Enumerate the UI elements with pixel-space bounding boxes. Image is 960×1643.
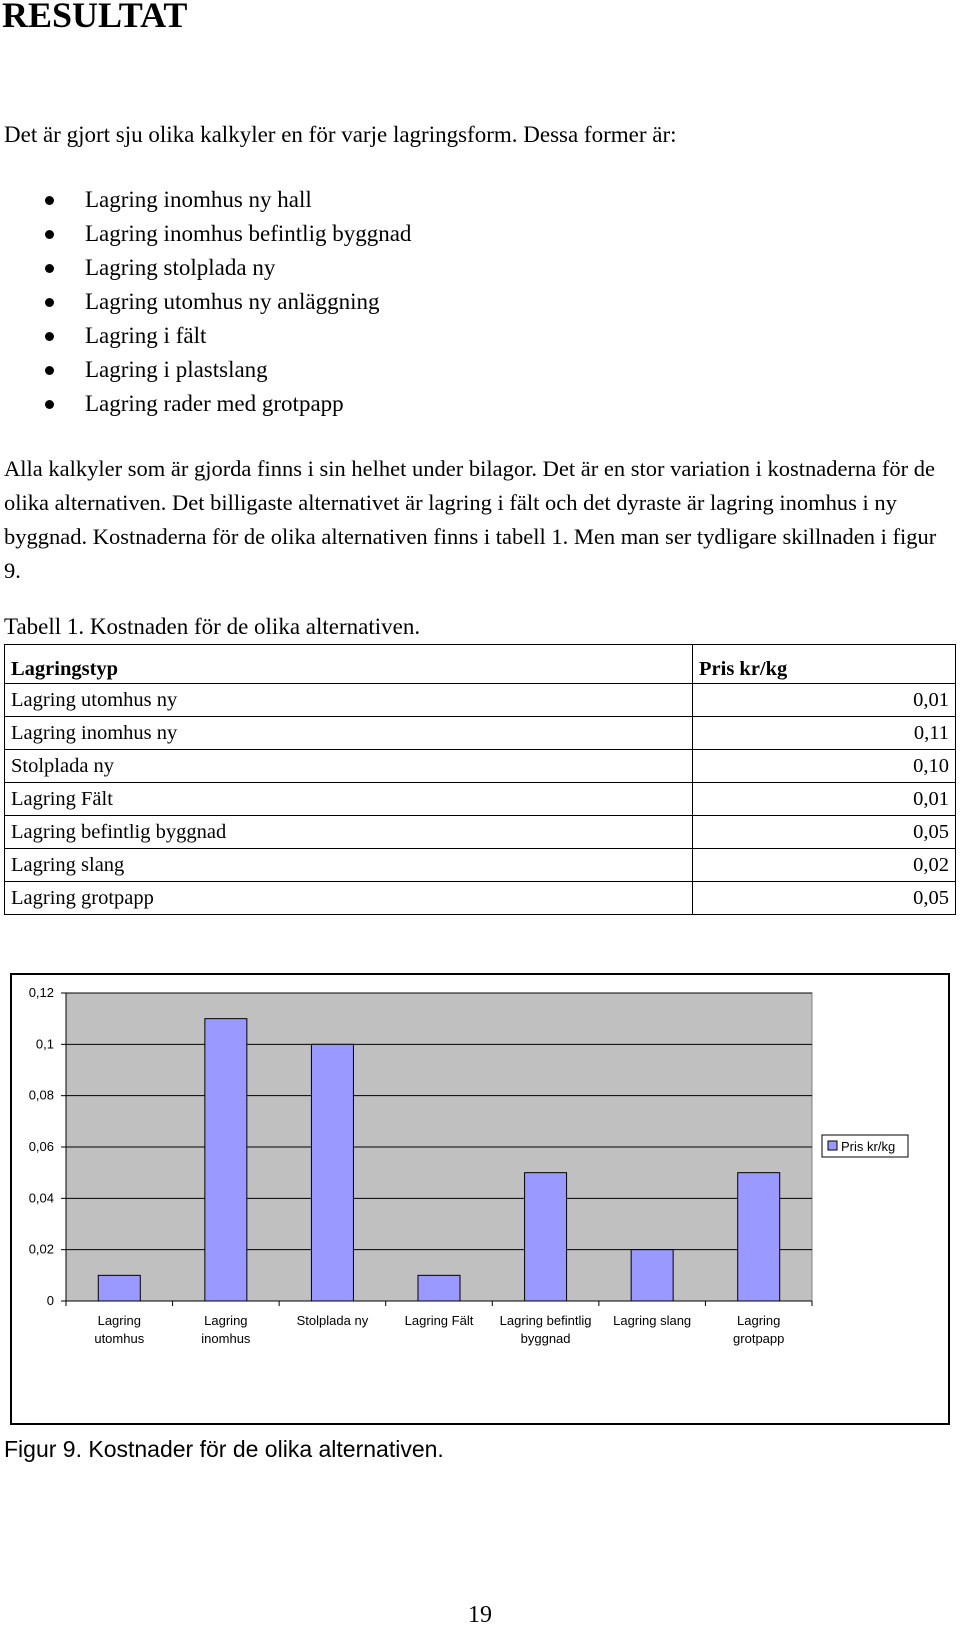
x-tick-label: Stolplada ny bbox=[296, 1313, 369, 1328]
intro-paragraph: Det är gjort sju olika kalkyler en för varje lagringsform. Dessa former är: bbox=[4, 122, 677, 147]
storage-forms-list bbox=[0, 183, 411, 421]
cost-table bbox=[4, 644, 956, 915]
list-item: Lagring utomhus ny anläggning bbox=[0, 285, 411, 319]
x-tick-label: grotpapp bbox=[733, 1331, 785, 1346]
bar bbox=[418, 1275, 460, 1301]
table-row bbox=[5, 882, 956, 915]
y-tick-label: 0,1 bbox=[35, 1036, 54, 1052]
table-header-row bbox=[5, 645, 956, 684]
x-tick-label: inomhus bbox=[201, 1331, 251, 1346]
storage-type-cell: Stolplada ny bbox=[5, 750, 693, 783]
list-item: Lagring stolplada ny bbox=[0, 251, 411, 285]
x-tick-label: Lagring befintlig bbox=[499, 1313, 592, 1328]
y-tick-label: 0,04 bbox=[28, 1190, 54, 1206]
price-cell: 0,02 bbox=[693, 849, 956, 882]
table-row bbox=[5, 750, 956, 783]
list-item: Lagring i fält bbox=[0, 319, 411, 353]
storage-type-cell: Lagring utomhus ny bbox=[5, 684, 693, 717]
price-cell: 0,05 bbox=[693, 882, 956, 915]
page-number: 19 bbox=[468, 1602, 492, 1628]
list-item: Lagring inomhus befintlig byggnad bbox=[0, 217, 411, 251]
summary-paragraph: Alla kalkyler som är gjorda finns i sin helhet under bilagor. Det är en stor variation i kostnaderna för de olika alternativen. Det billigaste alternativet är lagring i fält och det dyraste är lagring inomhus i ny byggnad. Kostnaderna för de olika alternativen finns i tabell 1. Men man ser tydligare skillnaden i figur 9. bbox=[4, 456, 937, 583]
price-cell: 0,11 bbox=[693, 717, 956, 750]
bar bbox=[311, 1044, 353, 1301]
bar bbox=[631, 1250, 673, 1301]
y-tick-label: 0 bbox=[46, 1293, 54, 1308]
x-tick-label: Lagring bbox=[204, 1313, 248, 1328]
x-tick-label: byggnad bbox=[520, 1331, 571, 1346]
storage-type-cell: Lagring befintlig byggnad bbox=[5, 816, 693, 849]
figure-caption: Figur 9. Kostnader för de olika alternativen. bbox=[4, 1436, 444, 1462]
list-item: Lagring inomhus ny hall bbox=[0, 183, 411, 217]
list-item: Lagring i plastslang bbox=[0, 353, 411, 387]
price-cell: 0,05 bbox=[693, 816, 956, 849]
y-tick-label: 0,06 bbox=[28, 1139, 54, 1154]
bar bbox=[525, 1173, 567, 1301]
table-caption: Tabell 1. Kostnaden för de olika alternativen. bbox=[4, 614, 421, 639]
x-tick-label: Lagring Fält bbox=[404, 1313, 474, 1328]
bar bbox=[98, 1275, 140, 1301]
y-tick-label: 0,02 bbox=[28, 1241, 54, 1257]
y-tick-label: 0,08 bbox=[28, 1087, 54, 1103]
cost-chart-svg bbox=[12, 975, 948, 1423]
x-tick-label: Lagring bbox=[97, 1313, 141, 1328]
x-tick-label: utomhus bbox=[94, 1331, 145, 1346]
y-tick-label: 0,12 bbox=[28, 985, 54, 1000]
price-cell: 0,10 bbox=[693, 750, 956, 783]
storage-type-cell: Lagring Fält bbox=[5, 783, 693, 816]
header-storage-type: Lagringstyp bbox=[5, 645, 693, 684]
header-price: Pris kr/kg bbox=[693, 645, 956, 684]
price-cell: 0,01 bbox=[693, 684, 956, 717]
page-heading: RESULTAT bbox=[2, 0, 188, 35]
legend-label: Pris kr/kg bbox=[841, 1139, 896, 1154]
storage-type-cell: Lagring slang bbox=[5, 849, 693, 882]
x-tick-label: Lagring slang bbox=[613, 1313, 692, 1328]
x-tick-label: Lagring bbox=[737, 1313, 781, 1328]
bar bbox=[738, 1173, 780, 1301]
list-item: Lagring rader med grotpapp bbox=[0, 387, 411, 421]
table-row bbox=[5, 717, 956, 750]
cost-chart bbox=[10, 973, 950, 1425]
bar bbox=[205, 1019, 247, 1301]
storage-type-cell: Lagring grotpapp bbox=[5, 882, 693, 915]
price-cell: 0,01 bbox=[693, 783, 956, 816]
table-row bbox=[5, 849, 956, 882]
table-row bbox=[5, 783, 956, 816]
table-row bbox=[5, 816, 956, 849]
legend-swatch bbox=[828, 1141, 837, 1150]
storage-type-cell: Lagring inomhus ny bbox=[5, 717, 693, 750]
table-row bbox=[5, 684, 956, 717]
